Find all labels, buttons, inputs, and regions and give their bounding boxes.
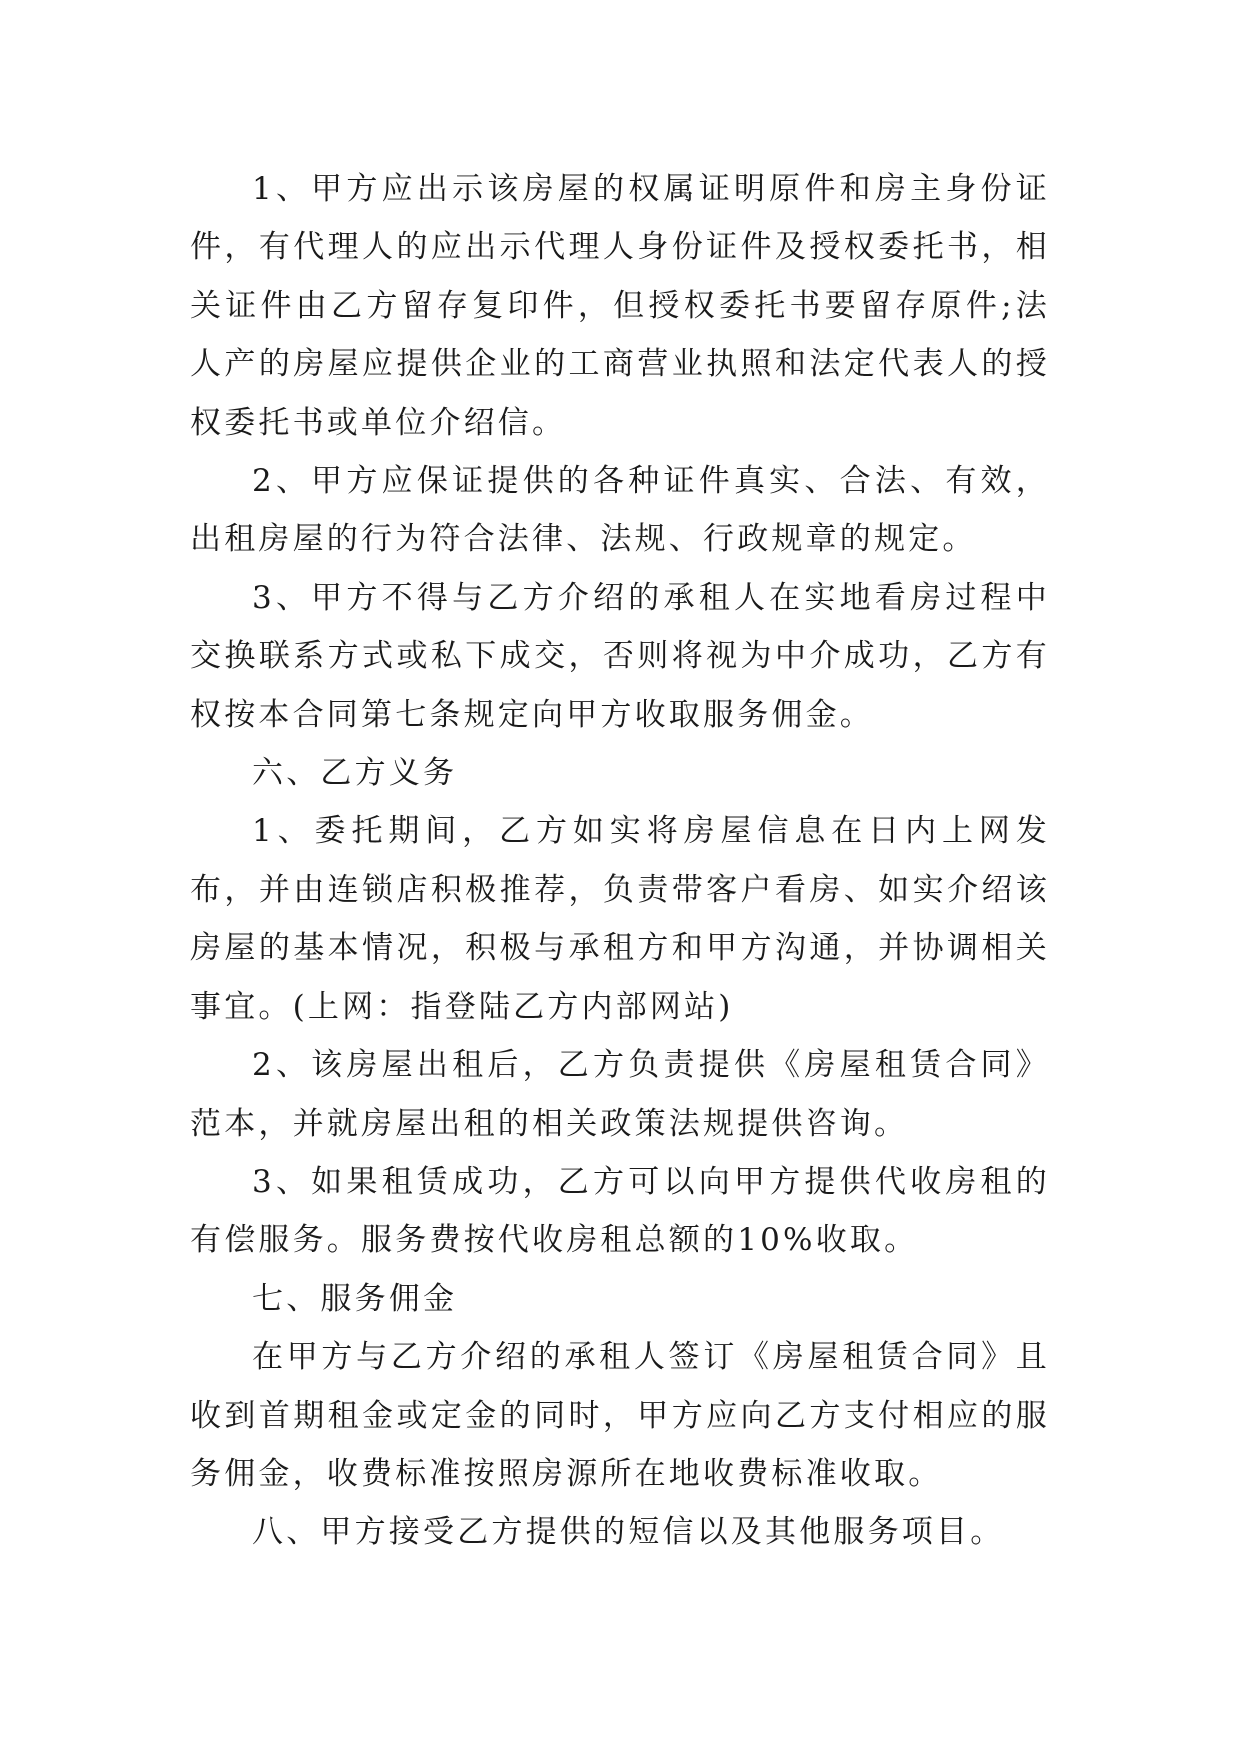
paragraph-obligation-a-2: 2、甲方应保证提供的各种证件真实、合法、有效，出租房屋的行为符合法律、法规、行政规章的规定。 [190, 463, 1050, 558]
section-heading-6: 六、乙方义务 [252, 755, 458, 792]
paragraph-obligation-a-1: 1、甲方应出示该房屋的权属证明原件和房主身份证件，有代理人的应出示代理人身份证件及授权委托书，相关证件由乙方留存复印件，但授权委托书要留存原件;法人产的房屋应提供企业的工商营业执照和法定代表人的授权委托书或单位介绍信。 [190, 171, 1050, 441]
section-heading-8: 八、甲方接受乙方提供的短信以及其他服务项目。 [252, 1514, 1005, 1551]
paragraph-obligation-a-3: 3、甲方不得与乙方介绍的承租人在实地看房过程中交换联系方式或私下成交，否则将视为中介成功，乙方有权按本合同第七条规定向甲方收取服务佣金。 [190, 579, 1050, 733]
paragraph-obligation-b-2: 2、该房屋出租后，乙方负责提供《房屋租赁合同》范本，并就房屋出租的相关政策法规提供咨询。 [190, 1047, 1050, 1142]
paragraph-commission: 在甲方与乙方介绍的承租人签订《房屋租赁合同》且收到首期租金或定金的同时，甲方应向乙方支付相应的服务佣金，收费标准按照房源所在地收费标准收取。 [190, 1339, 1050, 1492]
document-body [190, 160, 1050, 1562]
section-heading-7: 七、服务佣金 [252, 1280, 458, 1317]
paragraph-obligation-b-1: 1、委托期间，乙方如实将房屋信息在日内上网发布，并由连锁店积极推荐，负责带客户看房、如实介绍该房屋的基本情况，积极与承租方和甲方沟通，并协调相关事宜。(上网：指登陆乙方内部网站) [190, 813, 1050, 1025]
paragraph-obligation-b-3: 3、如果租赁成功，乙方可以向甲方提供代收房租的有偿服务。服务费按代收房租总额的10%收取。 [190, 1163, 1050, 1259]
